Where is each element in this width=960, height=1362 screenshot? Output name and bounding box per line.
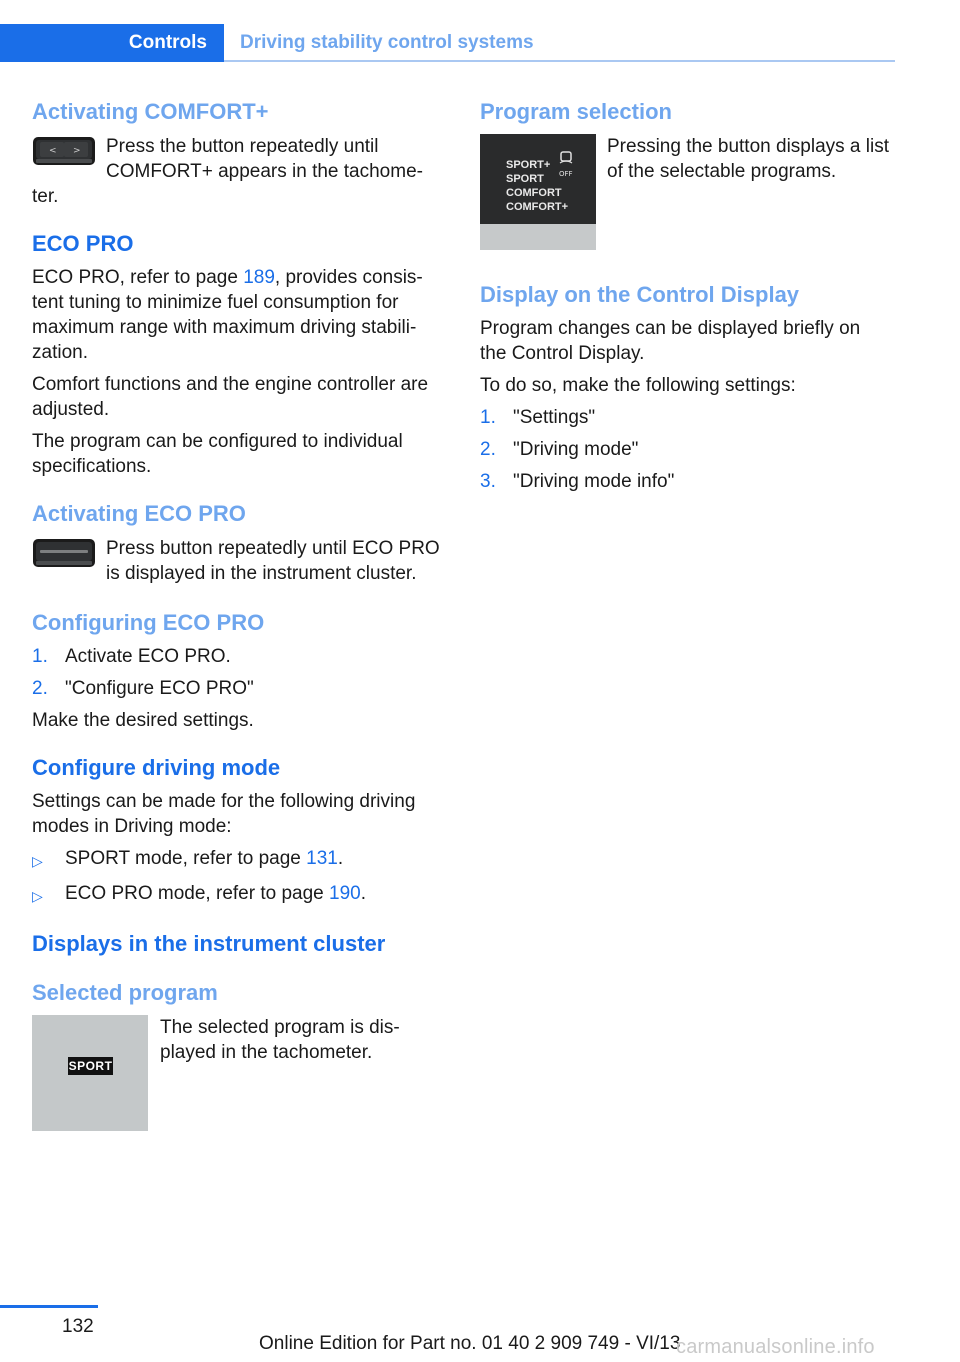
heading-eco-pro: ECO PRO bbox=[32, 231, 134, 256]
list-item: 3. "Driving mode info" bbox=[480, 471, 675, 492]
mode-button-icon bbox=[32, 134, 96, 168]
tab-controls[interactable]: Controls bbox=[0, 24, 224, 62]
dsc-off-icon bbox=[556, 150, 576, 180]
mode-button-icon bbox=[32, 536, 96, 570]
eco-pro-paragraph-1: ECO PRO, refer to page 189, provides consistent tuning to minimize fuel consumption for maximum range with maximum driving stabilization. bbox=[32, 267, 423, 363]
program-item: SPORT+ bbox=[506, 159, 551, 171]
configure-mode-list bbox=[32, 846, 442, 909]
footer-divider bbox=[0, 1305, 98, 1308]
heading-configuring-eco-pro: Configuring ECO PRO bbox=[32, 610, 265, 635]
triangle-bullet-icon: ▷ bbox=[32, 853, 43, 869]
header-tab-bar bbox=[0, 24, 895, 62]
eco-figure-row bbox=[32, 536, 442, 586]
configure-mode-text: Settings can be made for the following driving modes in Driving mode: bbox=[32, 791, 416, 837]
watermark: carmanualsonline.info bbox=[676, 1336, 875, 1358]
svg-text:>: > bbox=[73, 146, 81, 156]
heading-activating-comfort: Activating COMFORT+ bbox=[32, 99, 269, 124]
page-link-189[interactable]: 189 bbox=[243, 267, 275, 288]
heading-selected-program: Selected program bbox=[32, 980, 218, 1005]
display-lower-panel bbox=[480, 224, 596, 250]
list-item: 1. Activate ECO PRO. bbox=[32, 646, 231, 667]
triangle-bullet-icon: ▷ bbox=[32, 888, 43, 904]
program-item: COMFORT bbox=[506, 187, 562, 199]
configuring-eco-steps bbox=[32, 644, 442, 701]
sport-badge: SPORT bbox=[68, 1059, 113, 1073]
control-display-steps bbox=[480, 405, 890, 494]
svg-text:<: < bbox=[49, 146, 57, 156]
heading-displays-instrument-cluster: Displays in the instrument cluster bbox=[32, 931, 386, 956]
tachometer-display-image bbox=[32, 1015, 148, 1131]
eco-pro-paragraph-2: Comfort functions and the engine controller are adjusted. bbox=[32, 374, 429, 420]
selected-program-text: The selected program is displayed in the tachometer. bbox=[160, 1017, 400, 1063]
selected-figure-row bbox=[32, 1015, 442, 1131]
control-display-paragraph-1: Program changes can be displayed briefly on the Control Display. bbox=[480, 318, 861, 364]
comfort-text: Press the button repeatedly until COMFORT+ appears in the tachometer. bbox=[32, 136, 423, 207]
program-figure-row bbox=[480, 134, 890, 250]
control-display-paragraph-2: To do so, make the following settings: bbox=[480, 375, 796, 396]
svg-text:OFF: OFF bbox=[559, 170, 573, 178]
left-column bbox=[32, 98, 442, 1131]
program-item: SPORT bbox=[506, 173, 544, 185]
right-column bbox=[480, 98, 890, 494]
program-list-display-image bbox=[480, 134, 596, 250]
heading-control-display: Display on the Control Display bbox=[480, 282, 800, 307]
program-item: COMFORT+ bbox=[506, 201, 569, 213]
configuring-eco-after: Make the desired settings. bbox=[32, 710, 254, 731]
page-link-190[interactable]: 190 bbox=[329, 883, 361, 904]
list-item: ▷ SPORT mode, refer to page 131. bbox=[32, 846, 442, 874]
activating-eco-text: Press button repeatedly until ECO PRO is displayed in the instrument cluster. bbox=[106, 538, 440, 584]
header-divider bbox=[224, 60, 895, 62]
eco-pro-paragraph-3: The program can be configured to individual specifications. bbox=[32, 431, 403, 477]
program-selection-text: Pressing the button displays a list of the selectable programs. bbox=[607, 136, 889, 182]
heading-activating-eco-pro: Activating ECO PRO bbox=[32, 501, 246, 526]
list-item: 1. "Settings" bbox=[480, 407, 596, 428]
list-item: 2. "Configure ECO PRO" bbox=[32, 678, 254, 699]
section-title: Driving stability control systems bbox=[240, 32, 534, 53]
edition-text: Online Edition for Part no. 01 40 2 909 749 - VI/13 bbox=[259, 1333, 681, 1354]
comfort-figure-row bbox=[32, 134, 442, 209]
list-item: ▷ ECO PRO mode, refer to page 190. bbox=[32, 881, 442, 909]
list-item: 2. "Driving mode" bbox=[480, 439, 639, 460]
heading-program-selection: Program selection bbox=[480, 99, 672, 124]
heading-configure-driving-mode: Configure driving mode bbox=[32, 755, 281, 780]
page-number: 132 bbox=[62, 1316, 94, 1337]
page-link-131[interactable]: 131 bbox=[306, 848, 338, 869]
